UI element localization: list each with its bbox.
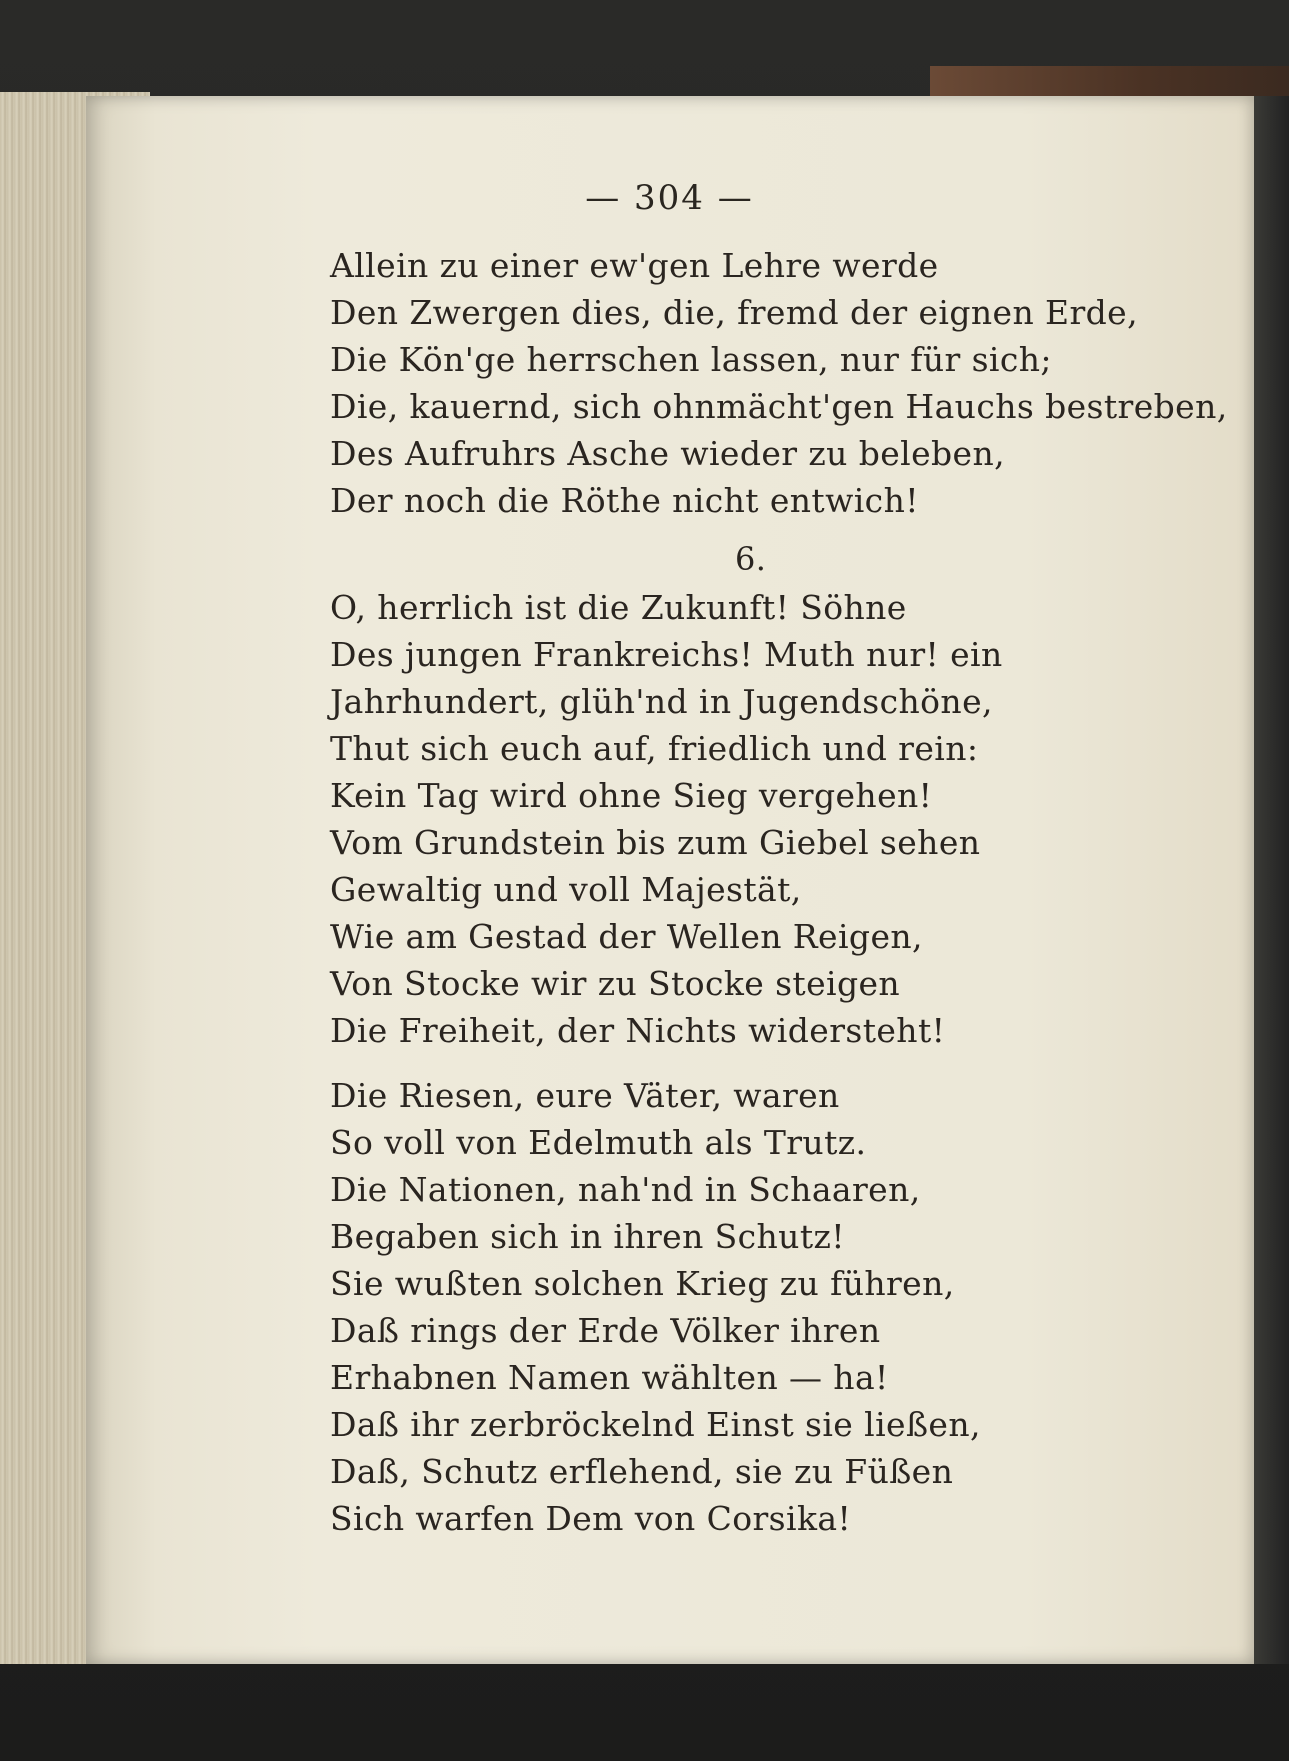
verse-line: Allein zu einer ew'gen Lehre werde bbox=[330, 246, 939, 285]
verse-line: Die Riesen, eure Väter, waren bbox=[330, 1076, 840, 1115]
verse-line: Sich warfen Dem von Corsika! bbox=[330, 1499, 852, 1538]
page-gutter-shadow bbox=[1254, 96, 1289, 1664]
verse-line: Begaben sich in ihren Schutz! bbox=[330, 1217, 845, 1256]
stanza-two bbox=[330, 1072, 1230, 1542]
verse-line: Thut sich euch auf, friedlich und rein: bbox=[330, 729, 979, 768]
book-cover-edge bbox=[930, 66, 1289, 96]
stanza-gap bbox=[330, 1054, 1230, 1072]
verse-line: O, herrlich ist die Zukunft! Söhne bbox=[330, 588, 907, 627]
verse-line: Die Kön'ge herrschen lassen, nur für sich; bbox=[330, 340, 1052, 379]
stanza-continued bbox=[330, 242, 1230, 524]
verse-line: Des Aufruhrs Asche wieder zu beleben, bbox=[330, 434, 1006, 473]
verse-line: Den Zwergen dies, die, fremd der eignen Erde, bbox=[330, 293, 1139, 332]
stanza-one bbox=[330, 584, 1230, 1054]
verse-line: Wie am Gestad der Wellen Reigen, bbox=[330, 917, 923, 956]
verse-line: Des jungen Frankreichs! Muth nur! ein bbox=[330, 635, 1003, 674]
verse-line: Jahrhundert, glüh'nd in Jugendschöne, bbox=[330, 682, 993, 721]
verse-line: So voll von Edelmuth als Trutz. bbox=[330, 1123, 867, 1162]
section-heading: 6. bbox=[735, 540, 767, 578]
verse-line: Der noch die Röthe nicht entwich! bbox=[330, 481, 919, 520]
verse-line: Die Nationen, nah'nd in Schaaren, bbox=[330, 1170, 921, 1209]
verse-line: Daß rings der Erde Völker ihren bbox=[330, 1311, 881, 1350]
verse-line: Daß ihr zerbröckelnd Einst sie ließen, bbox=[330, 1405, 981, 1444]
verse-line: Gewaltig und voll Majestät, bbox=[330, 870, 802, 909]
verse-line: Sie wußten solchen Krieg zu führen, bbox=[330, 1264, 955, 1303]
verse-line: Kein Tag wird ohne Sieg vergehen! bbox=[330, 776, 933, 815]
verse-line: Erhabnen Namen wählten — ha! bbox=[330, 1358, 889, 1397]
verse-line: Daß, Schutz erflehend, sie zu Füßen bbox=[330, 1452, 954, 1491]
verse-line: Von Stocke wir zu Stocke steigen bbox=[330, 964, 901, 1003]
verse-line: Die Freiheit, der Nichts widersteht! bbox=[330, 1011, 946, 1050]
poem-text bbox=[330, 242, 1230, 1542]
page-number: — 304 — bbox=[585, 178, 754, 218]
verse-line: Vom Grundstein bis zum Giebel sehen bbox=[330, 823, 981, 862]
verse-line: Die, kauernd, sich ohnmächt'gen Hauchs bestreben, bbox=[330, 387, 1228, 426]
